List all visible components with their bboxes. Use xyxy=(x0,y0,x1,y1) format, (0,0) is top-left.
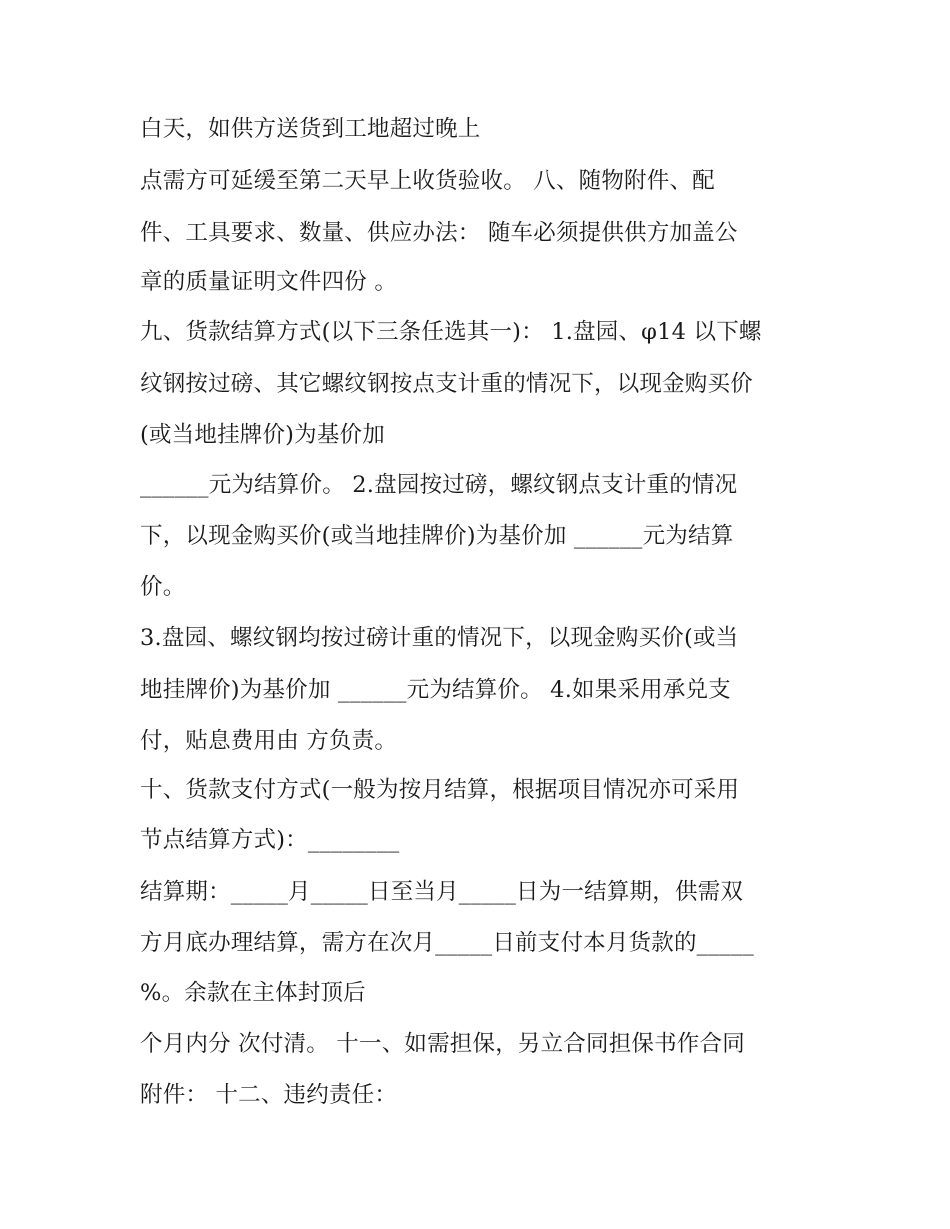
text-line: 方月底办理结算，需方在次月_____日前支付本月货款的_____ xyxy=(140,930,754,956)
text-line: 个月内分 次付清。 十一、如需担保，另立合同担保书作合同 xyxy=(140,1031,745,1057)
text-line: (或当地挂牌价)为基价加 xyxy=(140,422,385,448)
text-line: 价。 xyxy=(140,574,186,600)
text-line: 结算期：_____月_____日至当月_____日为一结算期，供需双 xyxy=(140,879,744,905)
text-line: 件、工具要求、数量、供应办法： 随车必须提供供方加盖公 xyxy=(140,220,738,246)
text-line: 点需方可延缓至第二天早上收货验收。 八、随物附件、配 xyxy=(140,168,715,194)
text-line: %。余款在主体封顶后 xyxy=(140,980,366,1006)
text-line: 九、货款结算方式(以下三条任选其一)： 1.盘园、φ14 以下螺 xyxy=(140,319,762,345)
text-line: 白天，如供方送货到工地超过晚上 xyxy=(140,116,481,142)
text-line: 纹钢按过磅、其它螺纹钢按点支计重的情况下，以现金购买价 xyxy=(140,371,753,397)
text-line: 章的质量证明文件四份 。 xyxy=(140,269,398,295)
text-line: 地挂牌价)为基价加 ______元为结算价。 4.如果采用承兑支 xyxy=(140,677,731,703)
text-line: 附件： 十二、违约责任： xyxy=(140,1082,398,1108)
text-line: ______元为结算价。 2.盘园按过磅，螺纹钢点支计重的情况 xyxy=(140,472,738,498)
text-line: 下，以现金购买价(或当地挂牌价)为基价加 ______元为结算 xyxy=(140,523,734,549)
text-line: 付，贴息费用由 方负责。 xyxy=(140,728,398,754)
text-line: 3.盘园、螺纹钢均按过磅计重的情况下，以现金购买价(或当 xyxy=(140,625,739,651)
text-line: 节点结算方式)：________ xyxy=(140,827,400,853)
text-line: 十、货款支付方式(一般为按月结算，根据项目情况亦可采用 xyxy=(140,777,740,803)
